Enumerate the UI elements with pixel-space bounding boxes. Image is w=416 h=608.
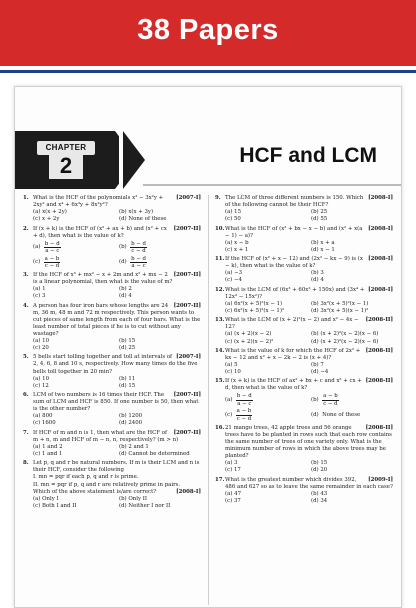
answer-option: (b) 1200 bbox=[119, 413, 143, 420]
question-text: [2007-II] LCM of two numbers is 16 times their HCF. The sum of LCM and HCF is 850. If one number is 50, then what is the other number? bbox=[33, 392, 201, 413]
question-number: 5. bbox=[23, 354, 29, 361]
question-item bbox=[215, 317, 393, 345]
answer-option: (d) 4 bbox=[311, 277, 324, 284]
exam-year: [2007-II] bbox=[173, 225, 201, 232]
option-letter: (c) bbox=[225, 411, 236, 418]
exam-year: [2007-I] bbox=[176, 195, 201, 201]
answer-option: (a) 3 bbox=[225, 460, 238, 467]
answer-option: (c) 50 bbox=[225, 216, 241, 223]
answer-option: (a) x(x + 2y) bbox=[33, 209, 67, 216]
question-number: 11. bbox=[215, 256, 225, 263]
question-number: 10. bbox=[215, 225, 225, 232]
answer-option: (c) 17 bbox=[225, 467, 241, 474]
answer-option: (a) −3 bbox=[225, 270, 243, 277]
answer-option bbox=[225, 408, 307, 423]
answer-option: (b) 2 bbox=[119, 286, 132, 293]
question-item bbox=[23, 195, 201, 223]
fraction bbox=[236, 393, 253, 406]
exam-year: [2008-II] bbox=[365, 424, 393, 431]
answer-options bbox=[33, 413, 201, 427]
chapter-title: HCF and LCM bbox=[239, 144, 377, 167]
answer-option: (a) 1 and 2 bbox=[33, 443, 63, 450]
numerator: b − d bbox=[131, 255, 146, 262]
exam-year: [2008-I] bbox=[176, 488, 201, 495]
banner-blue-rule bbox=[0, 70, 416, 73]
question-item bbox=[215, 287, 393, 315]
exam-year: [2007-II] bbox=[173, 392, 201, 398]
exam-year: [2008-II] bbox=[365, 347, 393, 354]
answer-option: (d) 4 bbox=[119, 293, 132, 300]
answer-options bbox=[225, 331, 393, 345]
option-letter: (d) bbox=[311, 411, 323, 418]
chapter-header bbox=[15, 131, 402, 189]
denominator: a − c bbox=[45, 247, 60, 254]
question-item bbox=[215, 425, 393, 475]
exam-year: [2008-I] bbox=[368, 225, 393, 232]
denominator: a − c bbox=[237, 400, 252, 407]
option-letter: (d) bbox=[119, 258, 131, 265]
answer-option bbox=[119, 240, 201, 255]
answer-options bbox=[33, 209, 201, 223]
question-number: 16. bbox=[215, 424, 225, 431]
option-letter: (a) bbox=[33, 243, 44, 250]
answer-options bbox=[33, 496, 201, 510]
denominator: c − d bbox=[44, 262, 60, 269]
option-text: None of these bbox=[322, 411, 361, 418]
question-text: [2008-II] What is the value of k for which the HCF of 2x² + kx − 12 and x² + x − 2k − 2 is (x + 4)? bbox=[225, 347, 393, 361]
answer-option: (d) Neither I nor II bbox=[119, 502, 171, 509]
answer-option: (d) None of these bbox=[119, 216, 167, 223]
question-item bbox=[23, 354, 201, 389]
answer-option bbox=[33, 255, 115, 270]
answer-option: (a) 10 bbox=[33, 337, 49, 344]
question-text: [2009-I] What is the greatest number which divides 392, 486 and 627 so as to leave the same remainder in each case? bbox=[225, 476, 393, 490]
answer-option: (a) Only I bbox=[33, 495, 59, 502]
exam-year: [2009-I] bbox=[368, 476, 393, 483]
question-text: [2007-II] A person has four iron bars whose lengths are 24 m, 36 m, 48 m and 72 m respectively. This person wants to cut pieces of same length from each of four bars. What is the least number of total pieces if he is to cut without any wastage? bbox=[33, 302, 201, 337]
option-letter: (c) bbox=[33, 258, 44, 265]
question-number: 6. bbox=[23, 392, 29, 398]
answer-options bbox=[225, 209, 393, 223]
question-item bbox=[215, 348, 393, 376]
answer-option: (a) 15 bbox=[225, 209, 241, 216]
answer-options bbox=[33, 240, 201, 270]
answer-option: (a) (x + 2)(x − 2) bbox=[225, 331, 272, 338]
answer-option: (c) x + 1 bbox=[225, 246, 249, 253]
answer-options bbox=[33, 444, 201, 458]
answer-option: (c) −4 bbox=[225, 277, 242, 284]
answer-option: (d) 20 bbox=[311, 467, 328, 474]
question-number: 3. bbox=[23, 271, 29, 278]
question-text: [2008-I] What is the HCF of (x² + bx − x − b) and (x² + x(a − 1) − a)? bbox=[225, 225, 393, 239]
answer-option: (a) x − b bbox=[225, 239, 249, 246]
answer-option: (a) 47 bbox=[225, 490, 241, 497]
answer-option: (a) 1 bbox=[33, 286, 46, 293]
question-number: 15. bbox=[215, 378, 225, 385]
answer-option bbox=[311, 408, 393, 423]
right-column bbox=[215, 195, 393, 507]
statement-line: I. mn = pqr if each p, q and r is prime. bbox=[33, 474, 139, 481]
chapter-label: CHAPTER bbox=[37, 141, 95, 155]
answer-options bbox=[225, 460, 393, 474]
question-text: [2008-II] 21 mango trees, 42 apple trees and 56 orange trees have to be planted in rows such that each row contains the same number of trees of one variety only. What is the minimum number of rows in which the above trees may be planted? bbox=[225, 424, 393, 460]
answer-option: (b) 15 bbox=[119, 337, 136, 344]
answer-option: (d) Cannot be determined bbox=[119, 450, 190, 457]
answer-option: (d) (x + 2)²(x − 2)(x − 6) bbox=[311, 338, 379, 345]
answer-option: (d) −4 bbox=[311, 369, 329, 376]
question-number: 12. bbox=[215, 286, 225, 293]
answer-options bbox=[225, 301, 393, 315]
answer-option: (d) 25 bbox=[119, 345, 136, 352]
question-number: 2. bbox=[23, 225, 29, 232]
book-page bbox=[14, 86, 402, 608]
question-text: [2008-I] If the HCF of (x² + x − 12) and (2x² − kx − 9) is (x − k), then what is the value of k? bbox=[225, 256, 393, 270]
answer-option: (c) 20 bbox=[33, 345, 49, 352]
exam-year: [2008-I] bbox=[368, 286, 393, 293]
question-text: [2007-II] If (x + k) is the HCF of (x² + ax + b) and (x² + cx + d), then what is the value of k? bbox=[33, 225, 201, 239]
question-item bbox=[23, 272, 201, 300]
answer-option: (d) 34 bbox=[311, 497, 328, 504]
header-banner bbox=[0, 0, 416, 68]
question-text: [2008-I] Which of the above statement is/are correct? bbox=[33, 488, 201, 495]
fraction bbox=[130, 256, 147, 269]
answer-option: (c) x + 2y bbox=[33, 216, 60, 223]
question-number: 13. bbox=[215, 317, 225, 324]
answer-option: (c) 10 bbox=[225, 369, 241, 376]
question-text: [2008-II] If (x + k) is the HCF of ax² + bx + c and x² + cx + d, then what is the value of k? bbox=[225, 378, 393, 392]
answer-option bbox=[311, 393, 393, 408]
answer-option: (c) 12 bbox=[33, 382, 49, 389]
denominator: c − d bbox=[131, 247, 146, 254]
answer-option: (c) 6x²(x + 5)²(x − 1)² bbox=[225, 307, 285, 314]
answer-option: (b) 3 bbox=[311, 270, 324, 277]
question-number: 9. bbox=[215, 195, 221, 201]
exam-year: [2007-II] bbox=[173, 429, 201, 436]
fraction bbox=[322, 393, 339, 406]
numerator: a − b bbox=[323, 393, 338, 400]
question-text: [2007-II] If the HCF of x³ + mx² − x + 2m and x² + mx − 2 is a linear polynomial, then what is the value of m? bbox=[33, 271, 201, 286]
answer-option: (a) 6x²(x + 5)²(x − 1) bbox=[225, 300, 283, 307]
question-number: 1. bbox=[23, 195, 29, 201]
answer-option: (b) 3x²(x + 5)²(x − 1) bbox=[311, 300, 369, 307]
answer-options bbox=[33, 376, 201, 390]
question-item bbox=[215, 226, 393, 254]
left-column bbox=[23, 195, 201, 512]
banner-title: 38 Papers bbox=[137, 14, 279, 46]
numerator: b − d bbox=[44, 240, 60, 247]
answer-options bbox=[225, 362, 393, 376]
exam-year: [2008-I] bbox=[368, 195, 393, 201]
answer-option: (c) 37 bbox=[225, 497, 241, 504]
answer-option bbox=[33, 240, 115, 255]
answer-option: (d) 3x²(x + 5)(x − 1)² bbox=[311, 307, 369, 314]
question-text: [2008-I] The LCM of three different numbers is 150. Which of the following cannot be their HCF? bbox=[225, 195, 393, 209]
answer-option: (b) x + a bbox=[311, 239, 335, 246]
question-number: 14. bbox=[215, 347, 225, 354]
answer-option: (b) x(x + 3y) bbox=[119, 209, 154, 216]
answer-options bbox=[225, 491, 393, 505]
question-item bbox=[23, 430, 201, 458]
exam-year: [2008-II] bbox=[365, 317, 393, 324]
question-text: Let p, q and r be natural numbers. If m is their LCM and n is their HCF, consider the following bbox=[33, 460, 200, 474]
question-text: [2007-I] 5 bells start tolling together and toll at intervals of 2, 4, 6, 8 and 10 s, respectively. How many times do the five bells toll together in 20 min? bbox=[33, 354, 201, 375]
answer-option bbox=[225, 393, 307, 408]
answer-option: (c) 1 and 1 bbox=[33, 450, 63, 457]
exam-year: [2007-II] bbox=[173, 302, 201, 309]
fraction bbox=[236, 408, 253, 421]
answer-option: (b) 43 bbox=[311, 490, 328, 497]
question-text: [2007-II] If HCF of m and n is 1, then what are the HCF of m + n, m and HCF of m − n, n, respectively? (m > n) bbox=[33, 429, 201, 443]
answer-options bbox=[225, 270, 393, 284]
answer-option: (b) 11 bbox=[119, 375, 136, 382]
question-number: 17. bbox=[215, 476, 225, 483]
answer-options bbox=[225, 393, 393, 423]
answer-option: (a) 10 bbox=[33, 375, 49, 382]
question-number: 8. bbox=[23, 460, 29, 467]
exam-year: [2008-II] bbox=[365, 378, 393, 385]
numerator: b − d bbox=[236, 393, 252, 400]
exam-year: [2007-II] bbox=[173, 271, 201, 278]
question-text: [2008-II] What is the LCM of (x + 2)²(x − 2) and x² − 4x − 12? bbox=[225, 317, 393, 331]
question-text: [2007-I] What is the HCF of the polynomials x³ − 3x²y + 2xy² and x⁴ + 6x³y + 8x²y²? bbox=[33, 195, 201, 209]
column-divider bbox=[208, 195, 209, 605]
numerator: a − b bbox=[236, 408, 252, 415]
answer-option: (b) 2 and 1 bbox=[119, 443, 149, 450]
fraction bbox=[130, 241, 147, 254]
question-item bbox=[23, 392, 201, 427]
question-item bbox=[23, 226, 201, 270]
answer-option: (b) 25 bbox=[311, 209, 328, 216]
question-item bbox=[215, 256, 393, 284]
chapter-number: 2 bbox=[49, 153, 83, 179]
exam-year: [2007-I] bbox=[176, 354, 201, 361]
numerator: a − b bbox=[44, 255, 60, 262]
chevron-right-icon bbox=[123, 131, 145, 189]
answer-option: (b) (x + 2)²(x − 2)(x − 6) bbox=[311, 331, 379, 338]
question-item bbox=[215, 378, 393, 422]
answer-option: (d) 15 bbox=[119, 382, 136, 389]
question-item bbox=[23, 460, 201, 510]
answer-option: (b) 7 bbox=[311, 362, 324, 368]
answer-option bbox=[119, 255, 201, 270]
option-letter: (a) bbox=[225, 396, 236, 403]
answer-option: (c) (x + 2)(x − 2)² bbox=[225, 338, 274, 345]
statement-line: II. mn = pqr if p, q and r are relatively prime in pairs. bbox=[33, 481, 181, 488]
answer-option: (a) 800 bbox=[33, 413, 53, 420]
question-number: 4. bbox=[23, 302, 29, 309]
answer-option: (c) Both I and II bbox=[33, 502, 77, 509]
fraction bbox=[44, 241, 61, 254]
answer-option: (d) x − 1 bbox=[311, 246, 335, 253]
denominator: c − d bbox=[236, 415, 252, 422]
answer-option: (b) Only II bbox=[119, 495, 148, 502]
answer-option: (d) 55 bbox=[311, 216, 328, 223]
answer-option: (b) 15 bbox=[311, 460, 328, 467]
answer-options bbox=[33, 338, 201, 352]
numerator: b − d bbox=[131, 240, 146, 247]
fraction bbox=[44, 256, 61, 269]
title-underline bbox=[143, 184, 402, 186]
answer-option: (d) 2400 bbox=[119, 420, 143, 427]
answer-option: (c) 1600 bbox=[33, 420, 56, 427]
exam-year: [2008-I] bbox=[368, 256, 393, 263]
answer-options bbox=[225, 240, 393, 254]
question-number: 7. bbox=[23, 429, 29, 436]
option-letter: (b) bbox=[119, 243, 131, 250]
answer-option: (c) 3 bbox=[33, 293, 46, 300]
denominator: c − d bbox=[323, 400, 338, 407]
question-item bbox=[23, 303, 201, 353]
option-letter: (b) bbox=[311, 396, 323, 403]
answer-options bbox=[33, 286, 201, 300]
question-text: [2008-I] What is the LCM of (6x³ + 60x² + 150x) and (3x⁴ + 12x³ − 15x²)? bbox=[225, 286, 393, 300]
denominator: a − c bbox=[131, 262, 146, 269]
answer-option: (a) 5 bbox=[225, 362, 238, 368]
question-item bbox=[215, 195, 393, 223]
question-item bbox=[215, 477, 393, 505]
